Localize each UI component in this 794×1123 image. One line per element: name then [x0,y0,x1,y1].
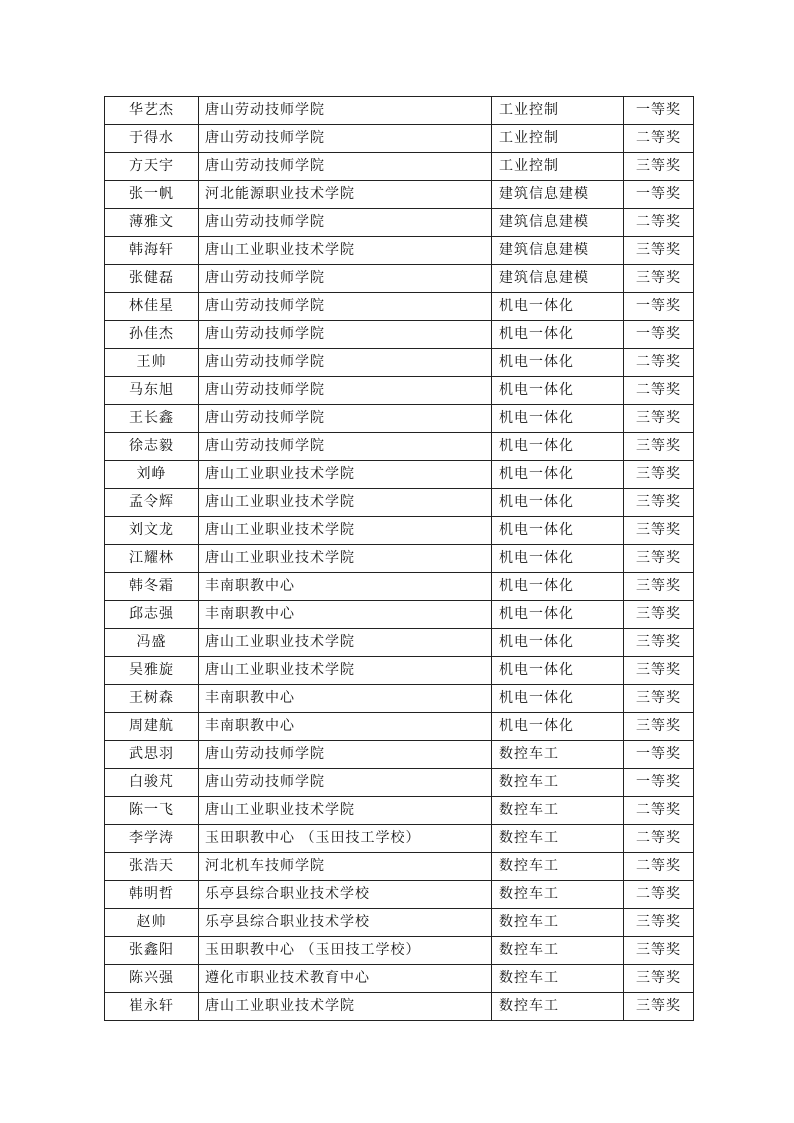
cell-event: 数控车工 [492,909,624,937]
cell-event: 工业控制 [492,153,624,181]
cell-event: 机电一体化 [492,517,624,545]
cell-event: 工业控制 [492,97,624,125]
cell-name: 王树森 [105,685,199,713]
cell-name: 韩冬霜 [105,573,199,601]
cell-school: 唐山劳动技师学院 [199,321,492,349]
cell-name: 徐志毅 [105,433,199,461]
cell-name: 周建航 [105,713,199,741]
cell-school: 唐山劳动技师学院 [199,97,492,125]
cell-award: 三等奖 [624,993,694,1021]
cell-name: 韩明哲 [105,881,199,909]
table-row [105,881,694,909]
cell-award: 二等奖 [624,825,694,853]
cell-event: 建筑信息建模 [492,237,624,265]
cell-name: 张鑫阳 [105,937,199,965]
cell-name: 李学涛 [105,825,199,853]
cell-school: 唐山工业职业技术学院 [199,657,492,685]
table-row [105,125,694,153]
cell-school: 唐山劳动技师学院 [199,293,492,321]
cell-name: 冯盛 [105,629,199,657]
cell-school: 唐山工业职业技术学院 [199,461,492,489]
cell-award: 三等奖 [624,489,694,517]
cell-school: 唐山劳动技师学院 [199,265,492,293]
cell-name: 薄雅文 [105,209,199,237]
cell-name: 华艺杰 [105,97,199,125]
table-row [105,713,694,741]
cell-award: 一等奖 [624,97,694,125]
cell-school: 唐山劳动技师学院 [199,209,492,237]
cell-award: 二等奖 [624,797,694,825]
cell-award: 三等奖 [624,713,694,741]
cell-event: 机电一体化 [492,713,624,741]
table-row [105,825,694,853]
cell-event: 建筑信息建模 [492,265,624,293]
cell-event: 数控车工 [492,993,624,1021]
cell-award: 一等奖 [624,741,694,769]
cell-name: 张健磊 [105,265,199,293]
table-row [105,629,694,657]
cell-award: 三等奖 [624,237,694,265]
cell-event: 机电一体化 [492,405,624,433]
cell-event: 机电一体化 [492,321,624,349]
cell-award: 三等奖 [624,601,694,629]
cell-name: 赵帅 [105,909,199,937]
table-row [105,489,694,517]
cell-school: 唐山劳动技师学院 [199,741,492,769]
cell-name: 武思羽 [105,741,199,769]
award-table [104,96,694,1021]
table-row [105,797,694,825]
cell-event: 机电一体化 [492,349,624,377]
cell-name: 马东旭 [105,377,199,405]
cell-name: 张浩天 [105,853,199,881]
cell-event: 工业控制 [492,125,624,153]
cell-award: 三等奖 [624,965,694,993]
table-row [105,293,694,321]
table-row [105,405,694,433]
cell-award: 三等奖 [624,573,694,601]
table-row [105,153,694,181]
cell-name: 孙佳杰 [105,321,199,349]
cell-school: 乐亭县综合职业技术学校 [199,909,492,937]
cell-school: 玉田职教中心 （玉田技工学校） [199,825,492,853]
cell-award: 三等奖 [624,657,694,685]
cell-school: 河北能源职业技术学院 [199,181,492,209]
cell-event: 数控车工 [492,965,624,993]
table-row [105,461,694,489]
table-row [105,853,694,881]
cell-school: 唐山劳动技师学院 [199,349,492,377]
cell-award: 三等奖 [624,433,694,461]
cell-award: 三等奖 [624,461,694,489]
cell-school: 唐山工业职业技术学院 [199,489,492,517]
cell-name: 王长鑫 [105,405,199,433]
table-row [105,573,694,601]
table-row [105,209,694,237]
cell-event: 数控车工 [492,797,624,825]
cell-award: 三等奖 [624,629,694,657]
table-row [105,545,694,573]
cell-award: 二等奖 [624,881,694,909]
cell-award: 一等奖 [624,321,694,349]
cell-school: 唐山劳动技师学院 [199,125,492,153]
cell-name: 邱志强 [105,601,199,629]
cell-school: 唐山工业职业技术学院 [199,545,492,573]
cell-school: 唐山工业职业技术学院 [199,629,492,657]
cell-name: 崔永轩 [105,993,199,1021]
cell-school: 丰南职教中心 [199,573,492,601]
cell-name: 刘文龙 [105,517,199,545]
cell-event: 数控车工 [492,937,624,965]
cell-school: 唐山劳动技师学院 [199,153,492,181]
cell-event: 机电一体化 [492,489,624,517]
cell-name: 林佳星 [105,293,199,321]
cell-event: 机电一体化 [492,629,624,657]
cell-award: 一等奖 [624,181,694,209]
table-row [105,265,694,293]
cell-event: 机电一体化 [492,461,624,489]
table-row [105,321,694,349]
cell-school: 唐山劳动技师学院 [199,769,492,797]
cell-event: 机电一体化 [492,573,624,601]
cell-event: 建筑信息建模 [492,181,624,209]
cell-event: 机电一体化 [492,685,624,713]
cell-event: 数控车工 [492,881,624,909]
cell-school: 唐山工业职业技术学院 [199,237,492,265]
cell-award: 三等奖 [624,937,694,965]
table-row [105,909,694,937]
cell-event: 机电一体化 [492,545,624,573]
cell-school: 河北机车技师学院 [199,853,492,881]
cell-name: 白骏芃 [105,769,199,797]
cell-event: 机电一体化 [492,377,624,405]
cell-school: 丰南职教中心 [199,601,492,629]
cell-event: 建筑信息建模 [492,209,624,237]
table-row [105,685,694,713]
cell-school: 玉田职教中心 （玉田技工学校） [199,937,492,965]
cell-award: 三等奖 [624,545,694,573]
table-row [105,937,694,965]
table-row [105,965,694,993]
cell-award: 二等奖 [624,853,694,881]
cell-award: 三等奖 [624,909,694,937]
cell-award: 二等奖 [624,209,694,237]
cell-school: 乐亭县综合职业技术学校 [199,881,492,909]
cell-event: 机电一体化 [492,433,624,461]
table-row [105,349,694,377]
table-row [105,181,694,209]
cell-award: 二等奖 [624,377,694,405]
cell-school: 唐山工业职业技术学院 [199,993,492,1021]
cell-name: 方天宇 [105,153,199,181]
cell-school: 丰南职教中心 [199,685,492,713]
cell-event: 机电一体化 [492,657,624,685]
cell-school: 唐山工业职业技术学院 [199,517,492,545]
table-row [105,741,694,769]
cell-award: 三等奖 [624,685,694,713]
cell-name: 孟令辉 [105,489,199,517]
cell-name: 江耀林 [105,545,199,573]
cell-event: 机电一体化 [492,601,624,629]
cell-event: 数控车工 [492,741,624,769]
table-row [105,377,694,405]
table-row [105,237,694,265]
table-row [105,97,694,125]
cell-name: 于得水 [105,125,199,153]
cell-event: 数控车工 [492,853,624,881]
table-row [105,601,694,629]
table-row [105,517,694,545]
table-row [105,433,694,461]
cell-award: 三等奖 [624,517,694,545]
cell-event: 机电一体化 [492,293,624,321]
cell-school: 遵化市职业技术教育中心 [199,965,492,993]
cell-name: 陈兴强 [105,965,199,993]
cell-name: 王帅 [105,349,199,377]
cell-name: 张一帆 [105,181,199,209]
cell-award: 三等奖 [624,265,694,293]
cell-name: 吴雅旋 [105,657,199,685]
cell-event: 数控车工 [492,769,624,797]
cell-school: 丰南职教中心 [199,713,492,741]
cell-name: 陈一飞 [105,797,199,825]
cell-event: 数控车工 [492,825,624,853]
cell-award: 三等奖 [624,405,694,433]
table-row [105,657,694,685]
cell-school: 唐山劳动技师学院 [199,433,492,461]
cell-award: 三等奖 [624,153,694,181]
cell-school: 唐山劳动技师学院 [199,405,492,433]
award-table-sheet [104,96,694,1021]
cell-award: 二等奖 [624,349,694,377]
cell-school: 唐山劳动技师学院 [199,377,492,405]
table-row [105,769,694,797]
cell-award: 二等奖 [624,125,694,153]
cell-award: 一等奖 [624,769,694,797]
cell-name: 刘峥 [105,461,199,489]
cell-school: 唐山工业职业技术学院 [199,797,492,825]
cell-award: 一等奖 [624,293,694,321]
award-table-body [105,97,694,1021]
table-row [105,993,694,1021]
cell-name: 韩海轩 [105,237,199,265]
